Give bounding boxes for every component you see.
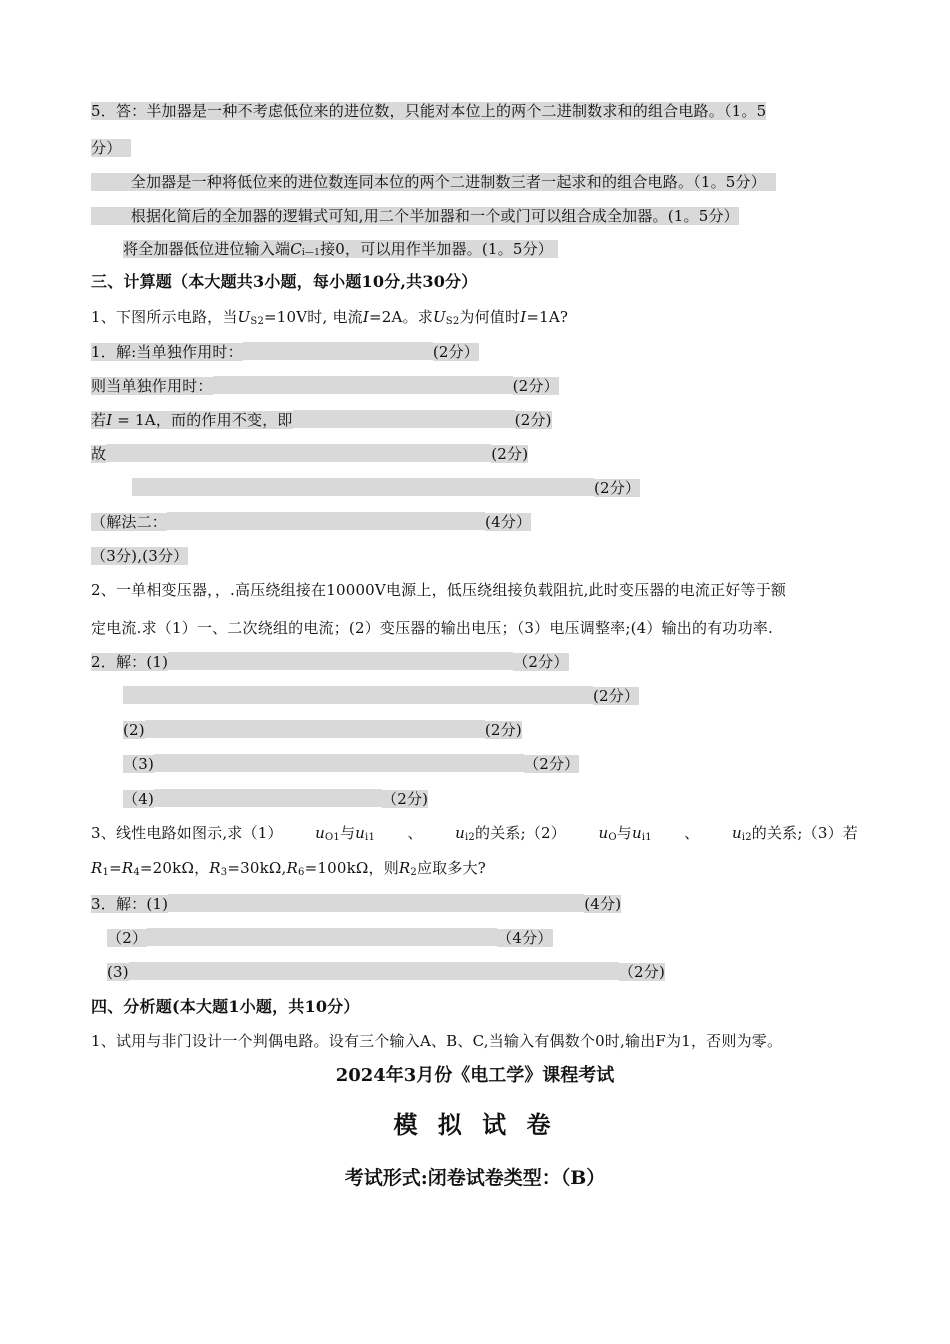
a3-line1: 3．解：(1) (4分) <box>91 895 622 913</box>
q3-line2: $R_1=R_4=20k\Omega$，$R_3=30k\Omega,R_6=100k\Omega$，则$R_2$应取多大? <box>91 859 487 878</box>
formula-placeholder <box>147 928 497 946</box>
exam-form: 考试形式:闭卷试卷类型：（B） <box>344 1167 606 1189</box>
a2-line4: （3) （2分） <box>123 755 580 773</box>
formula-placeholder <box>106 444 491 462</box>
a2-line5: （4) （2分) <box>123 790 429 808</box>
a1-line1: 1．解:当单独作用时： (2分） <box>91 343 480 361</box>
answer5-line2: 全加器是一种将低位来的进位数连同本位的两个二进制数三者一起求和的组合电路。（1。5分） <box>91 172 776 192</box>
q2-line1: 2、一单相变压器，，.高压绕组接在10000V电源上，低压绕组接负载阻抗,此时变压器的电流正好等于额 <box>91 581 787 599</box>
a2-line1: 2．解：(1) （2分） <box>91 653 569 671</box>
a2-line2: (2分） <box>123 686 639 706</box>
formula-placeholder <box>132 478 594 496</box>
formula-placeholder <box>123 686 593 704</box>
answer5-line4: 将全加器低位进位输入端Ci—1接0，可以用作半加器。(1。5分） <box>123 239 558 263</box>
formula-placeholder <box>154 754 524 772</box>
formula-placeholder <box>168 894 584 912</box>
formula-placeholder <box>167 512 485 530</box>
a1-line7: （3分),(3分） <box>91 547 189 565</box>
section4-heading: 四、分析题(本大题1小题，共10分） <box>91 997 360 1016</box>
section3-heading: 三、计算题（本大题共3小题，每小题10分,共30分） <box>91 272 478 291</box>
formula-placeholder <box>293 410 515 428</box>
answer5-line1: 5．答：半加器是一种不考虑低位来的进位数，只能对本位上的两个二进制数求和的组合电路。（1。5 <box>91 102 767 120</box>
q3-line1: 3、线性电路如图示,求（1） $u_{O1}$与$u_{i1}$ 、 $u_{i2}$的关系;（2） $u_O$与$u_{i1}$ 、 $u_{i2}$的关系;（3）若 <box>91 824 858 843</box>
formula-placeholder <box>213 376 513 394</box>
a2-line3: (2) (2分) <box>123 721 522 739</box>
formula-placeholder <box>145 720 485 738</box>
formula-placeholder <box>129 962 619 980</box>
answer5-line3: 根据化简后的全加器的逻辑式可知,用二个半加器和一个或门可以组合成全加器。(1。5分） <box>91 206 739 226</box>
section4-q1: 1、试用与非门设计一个判偶电路。设有三个输入A、B、C,当输入有偶数个0时,输出F为1，否则为零。 <box>91 1032 783 1050</box>
a1-line4: 故 (2分) <box>91 445 529 463</box>
formula-placeholder <box>154 789 382 807</box>
formula-placeholder <box>243 342 433 360</box>
a1-line3: 若I = 1A，而的作用不变，即 (2分) <box>91 411 552 429</box>
q1-text: 1、下图所示电路，当$U_{S2}=10V$时, 电流I=2A。求$U_{S2}$为何值时I=1A? <box>91 308 569 327</box>
q2-line2: 定电流.求（1）一、二次绕组的电流；(2）变压器的输出电压；（3）电压调整率;(4）输出的有功功率. <box>91 619 773 637</box>
a1-line6: （解法二： (4分） <box>91 513 532 531</box>
a1-line5: (2分） <box>132 478 640 498</box>
a3-line3: (3) （2分) <box>107 963 666 981</box>
formula-placeholder <box>168 652 513 670</box>
a3-line2: （2） （4分） <box>107 929 553 947</box>
a1-line2: 则当单独作用时： (2分） <box>91 377 559 395</box>
answer5-line1-cont: 分） <box>91 138 131 158</box>
exam-title: 2024年3月份《电工学》课程考试 <box>335 1065 615 1086</box>
exam-subtitle: 模 拟 试 卷 <box>393 1110 557 1139</box>
